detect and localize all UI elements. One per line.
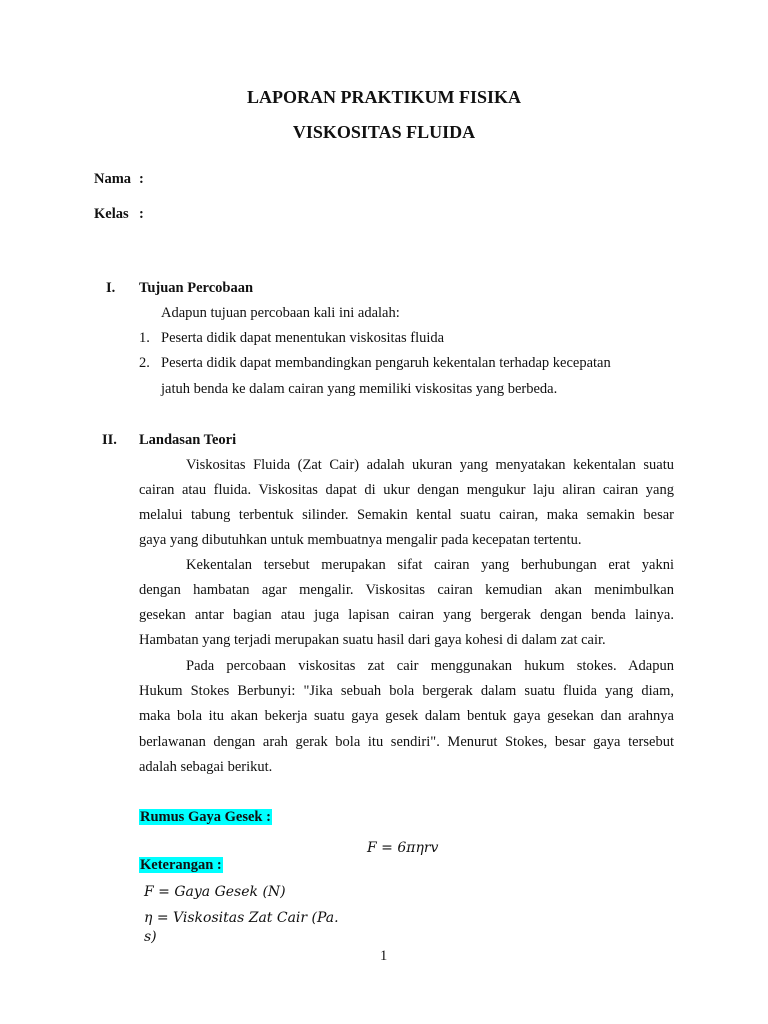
- paragraph-line: Kekentalan tersebut merupakan sifat cairan yang berhubungan erat yakni: [186, 557, 674, 573]
- list-item-2-text-cont: jatuh benda ke dalam cairan yang memiliki viskositas yang berbeda.: [161, 381, 558, 397]
- paragraph-line: cairan atau fluida. Viskositas dapat di ukur dengan mengukur laju aliran cairan yang: [139, 482, 674, 498]
- paragraph-line: Viskositas Fluida (Zat Cair) adalah ukuran yang menyatakan kekentalan suatu: [186, 457, 674, 473]
- list-item-2-text: Peserta didik dapat membandingkan pengaruh kekentalan terhadap kecepatan: [161, 355, 611, 371]
- keterangan-item-cont: s): [144, 929, 157, 945]
- document-subtitle: VISKOSITAS FLUIDA: [292, 122, 476, 142]
- paragraph-line: maka bola itu akan bekerja suatu gaya gesek dalam bentuk gaya gesekan dan arahnya: [139, 708, 674, 724]
- paragraph-line: dengan hambatan agar mengalir. Viskositas cairan kemudian akan menimbulkan: [139, 582, 674, 598]
- paragraph-line: adalah sebagai berikut.: [139, 759, 273, 775]
- section-1-number: I.: [106, 280, 116, 296]
- paragraph-line: melalui tabung terbentuk silinder. Semakin kental suatu cairan, maka semakin besar: [139, 507, 674, 523]
- keterangan-label: [139, 857, 223, 874]
- formula-label-text: Rumus Gaya Gesek :: [140, 809, 271, 825]
- paragraph-line: Hukum Stokes Berbunyi: "Jika sebuah bola bergerak dalam suatu fluida yang diam,: [139, 683, 674, 699]
- paragraph-line: gesekan antar bagian atau juga lapisan cairan yang bergerak dengan benda lainya.: [139, 607, 674, 623]
- paragraph-line: gaya yang dibutuhkan untuk membuatnya mengalir pada kecepatan tertentu.: [139, 532, 582, 548]
- field-name-label: Nama: [94, 171, 132, 187]
- keterangan-item: η = Viskositas Zat Cair (Pa.: [144, 910, 339, 926]
- formula-equation: F = 6πηrv: [367, 840, 439, 856]
- paragraph-line: Pada percobaan viskositas zat cair menggunakan hukum stokes. Adapun: [186, 658, 674, 674]
- field-class-colon: :: [139, 206, 144, 222]
- field-name-colon: :: [139, 171, 144, 187]
- section-2-heading: Landasan Teori: [139, 432, 237, 448]
- keterangan-item: F = Gaya Gesek (N): [144, 884, 286, 900]
- paragraph-line: Hambatan yang terjadi merupakan suatu hasil dari gaya kohesi di dalam zat cair.: [139, 632, 606, 648]
- keterangan-label-text: Keterangan :: [140, 857, 222, 873]
- page-number: 1: [380, 948, 388, 964]
- field-class-label: Kelas: [94, 206, 129, 222]
- list-item-2-number: 2.: [139, 355, 150, 371]
- formula-label: [139, 809, 272, 826]
- paragraph-line: berlawanan dengan arah gerak bola itu sendiri". Menurut Stokes, besar gaya tersebut: [139, 734, 674, 750]
- section-2-number: II.: [102, 432, 117, 448]
- document-title: LAPORAN PRAKTIKUM FISIKA: [246, 87, 521, 107]
- section-1-heading: Tujuan Percobaan: [139, 280, 254, 296]
- list-item-1-number: 1.: [139, 330, 150, 346]
- section-1-intro: Adapun tujuan percobaan kali ini adalah:: [161, 305, 400, 321]
- list-item-1-text: Peserta didik dapat menentukan viskositas fluida: [161, 330, 445, 346]
